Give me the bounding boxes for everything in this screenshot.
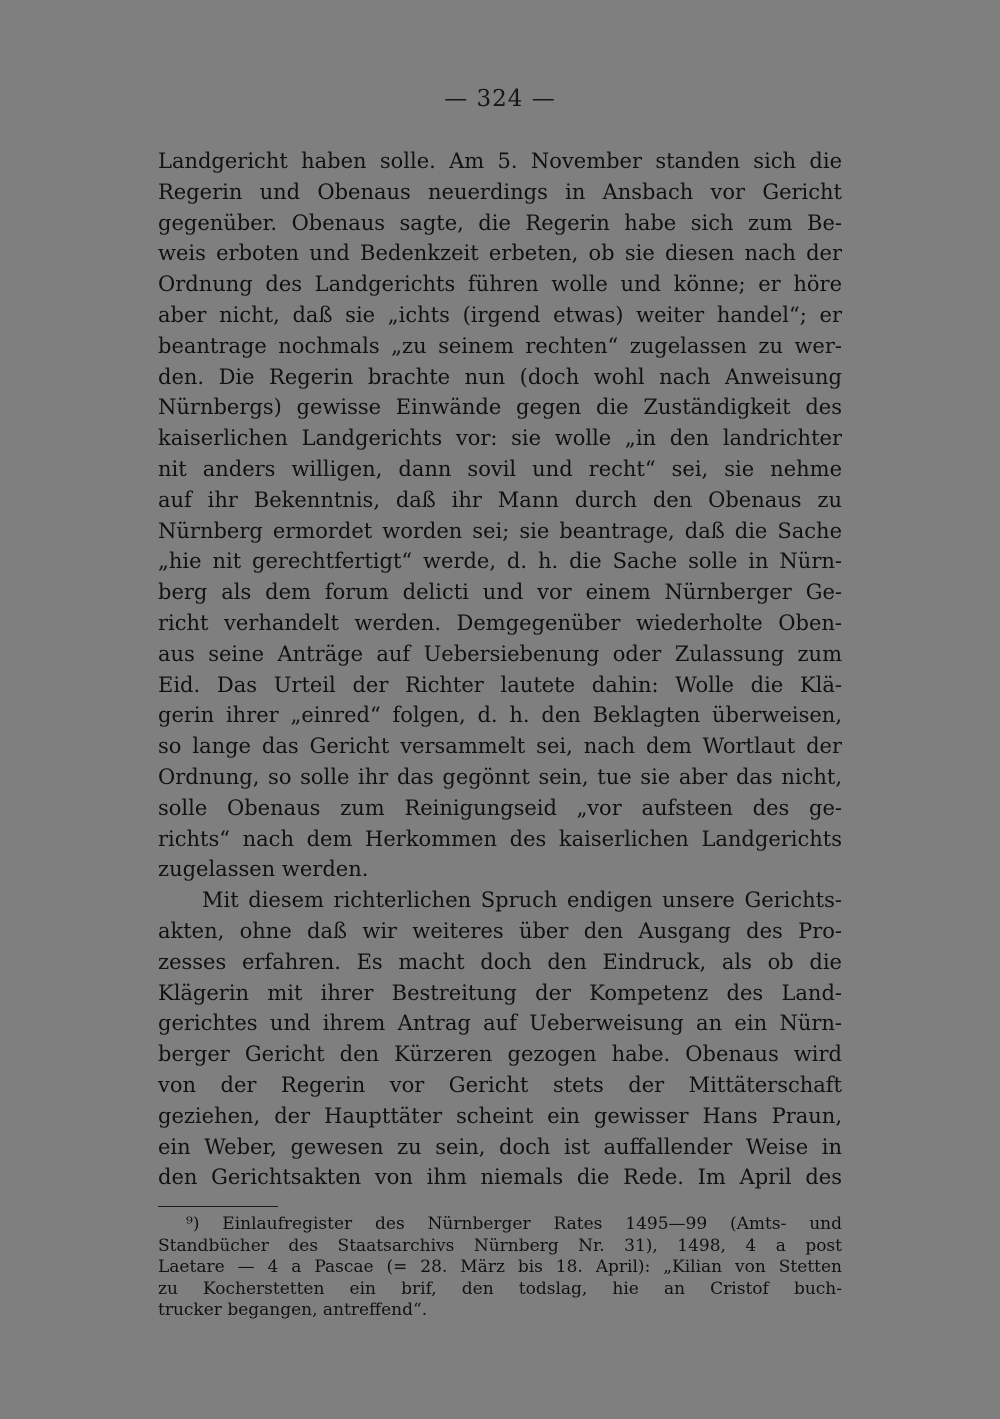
text-line: akten, ohne daß wir weiteres über den Ausgang des Pro- [158,918,842,943]
text-line: Landgericht haben solle. Am 5. November standen sich die [158,149,842,173]
footnote-line: trucker begangen, antreffend“. [158,1300,428,1320]
text-line: Klägerin mit ihrer Bestreitung der Kompetenz des Land- [158,980,842,1005]
text-line: Nürnberg ermordet worden sei; sie beantrage, daß die Sache [158,518,842,543]
text-line: „hie nit gerechtfertigt“ werde, d. h. die Sache solle in Nürn- [158,549,842,574]
text-line: ein Weber, gewesen zu sein, doch ist auffallender Weise in [158,1134,842,1159]
text-line: zesses erfahren. Es macht doch den Eindruck, als ob die [158,949,842,974]
footnote-line: zu Kocherstetten ein brif, den todslag, hie an Cristof buch- [158,1278,842,1299]
text-line: Eid. Das Urteil der Richter lautete dahin: Wolle die Klä- [158,672,842,697]
text-line: Mit diesem richterlichen Spruch endigen unsere Gerichts- [202,888,842,913]
text-line: solle Obenaus zum Reinigungseid „vor aufsteen des ge- [158,795,842,820]
footnote-line: Standbücher des Staatsarchivs Nürnberg Nr. 31), 1498, 4 a post [158,1235,842,1256]
text-line: zugelassen werden. [158,857,369,882]
text-line: auf ihr Bekenntnis, daß ihr Mann durch den Obenaus zu [158,487,842,512]
footnote [158,1214,842,1322]
text-line: von der Regerin vor Gericht stets der Mittäterschaft [158,1072,842,1097]
text-line: so lange das Gericht versammelt sei, nach dem Wortlaut der [158,734,842,759]
text-line: geziehen, der Haupttäter scheint ein gewisser Hans Praun, [158,1103,842,1128]
footnote-line: ⁹) Einlaufregister des Nürnberger Rates 1495—99 (Amts- und [186,1214,842,1234]
text-line: richt verhandelt werden. Demgegenüber wiederholte Oben- [158,610,842,635]
text-line: Ordnung, so solle ihr das gegönnt sein, tue sie aber das nicht, [158,764,842,789]
text-line: weis erboten und Bedenkzeit erbeten, ob sie diesen nach der [158,241,842,266]
text-line: beantrage nochmals „zu seinem rechten“ zugelassen zu wer- [158,333,842,358]
text-line: Ordnung des Landgerichts führen wolle und könne; er höre [158,272,842,297]
text-line: aus seine Anträge auf Uebersiebenung oder Zulassung zum [158,641,842,666]
footnote-line: Laetare — 4 a Pascae (= 28. März bis 18. April): „Kilian von Stetten [158,1257,842,1277]
text-line: gerichtes und ihrem Antrag auf Ueberweisung an ein Nürn- [158,1011,842,1036]
body-text [158,146,842,1193]
page-header: — 324 — [444,86,556,112]
footnote-divider [158,1206,278,1207]
text-line: den Gerichtsakten von ihm niemals die Rede. Im April des [158,1165,842,1190]
text-line: berg als dem forum delicti und vor einem Nürnberger Ge- [158,580,842,605]
text-line: Nürnbergs) gewisse Einwände gegen die Zuständigkeit des [158,395,842,420]
text-line: gegenüber. Obenaus sagte, die Regerin habe sich zum Be- [158,210,842,235]
text-line: richts“ nach dem Herkommen des kaiserlichen Landgerichts [158,826,842,851]
text-line: kaiserlichen Landgerichts vor: sie wolle „in den landrichter [158,426,842,451]
text-line: nit anders willigen, dann sovil und recht“ sei, sie nehme [158,456,842,481]
text-line: berger Gericht den Kürzeren gezogen habe. Obenaus wird [158,1042,842,1067]
text-line: den. Die Regerin brachte nun (doch wohl nach Anweisung [158,364,842,389]
text-line: gerin ihrer „einred“ folgen, d. h. den Beklagten überweisen, [158,703,842,728]
text-line: Regerin und Obenaus neuerdings in Ansbach vor Gericht [158,179,842,204]
text-line: aber nicht, daß sie „ichts (irgend etwas) weiter handel“; er [158,302,842,327]
